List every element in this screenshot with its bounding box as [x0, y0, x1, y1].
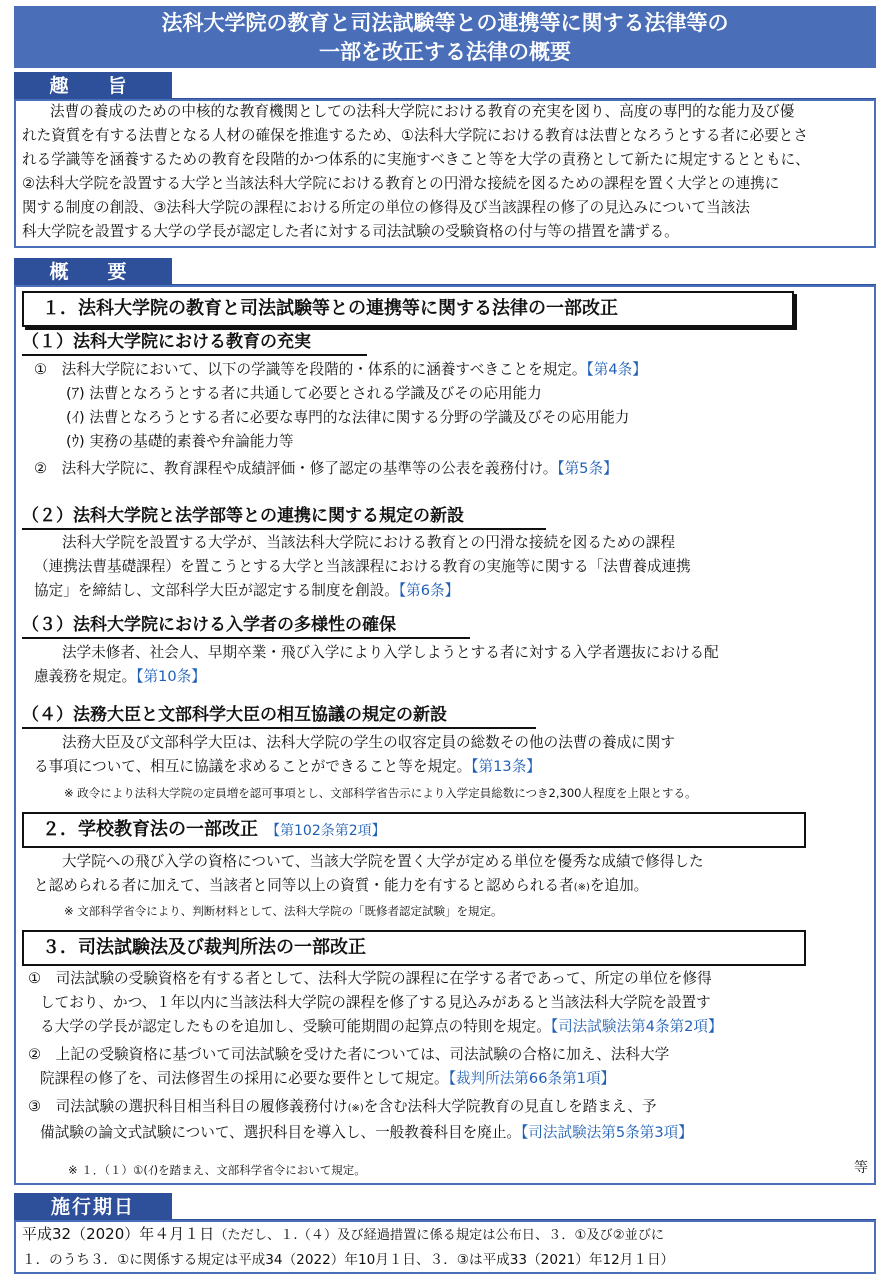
s4-line2-text: る事項について、相互に協議を求めることができること等を規定。 [34, 758, 472, 775]
s1-item2-text: ② 法科大学院に、教育課程や成績評価・修了認定の基準等の公表を義務付け。 [34, 460, 558, 477]
part2-body [34, 850, 874, 900]
s1-heading: （１）法科大学院における教育の充実 [22, 330, 367, 356]
purpose-label: 趣 旨 [14, 72, 172, 100]
effective-date: 平成32（2020）年４月１日 [22, 1225, 215, 1243]
purpose-line: 科大学院を設置する大学の学長が認定した者に対する司法試験の受験資格の付与等の措置を講ずる。 [22, 223, 679, 240]
part2-line2-end: を追加。 [589, 877, 649, 894]
p3-item3-line1 [28, 1095, 874, 1121]
part2-line2-text: と認められる者に加えて、当該者と同等以上の資質・能力を有すると認められる者 [34, 877, 574, 894]
part3-body [28, 967, 874, 1145]
p3-item3-ref: 【司法試験法第5条第3項】 [521, 1124, 693, 1141]
s1-item1 [34, 358, 874, 382]
s4-body [34, 731, 874, 779]
part2-line1: 大学院への飛び入学の資格について、当該大学院を置く大学が定める単位を優秀な成績で修得した [62, 853, 704, 870]
s3-ref: 【第10条】 [136, 668, 206, 685]
title-line-2: 一部を改正する法律の概要 [319, 40, 571, 64]
part2-heading [22, 812, 806, 848]
s1-sub-a: (ｱ) 法曹となろうとする者に共通して必要とされる学識及びその応用能力 [66, 385, 542, 402]
p3-item2-line1: ② 上記の受験資格に基づいて司法試験を受けた者については、司法試験の合格に加え、法科大学 [28, 1046, 670, 1063]
overview-label: 概 要 [14, 258, 172, 286]
p3-item1-ref: 【司法試験法第4条第2項】 [550, 1018, 723, 1035]
s4-ref: 【第13条】 [471, 758, 541, 775]
s1-sub-c: (ｳ) 実務の基礎的素養や弁論能力等 [66, 433, 294, 450]
p3-item1-line2: しており、かつ、１年以内に当該法科大学院の課程を修了する見込みがあると当該法科大学院を設置す [40, 994, 711, 1011]
s4-line2 [34, 755, 874, 779]
s1-body [34, 358, 874, 481]
purpose-line: 法曹の養成のための中核的な教育機関としての法科大学院における教育の充実を図り、高度の専門的な能力及び優 [50, 103, 795, 120]
s2-ref: 【第6条】 [398, 582, 460, 599]
s4-note: ※ 政令により法科大学院の定員増を認可事項とし、文部科学省告示により入学定員総数につき2,300人程度を上限とする。 [64, 786, 697, 800]
s3-heading: （３）法科大学院における入学者の多様性の確保 [22, 613, 470, 639]
s3-body [34, 641, 874, 689]
p3-item1-line1: ① 司法試験の受験資格を有する者として、法科大学院の課程に在学する者であって、所定の単位を修得 [28, 970, 712, 987]
p3-item3-line1a: ③ 司法試験の選択科目相当科目の履修義務付け [28, 1098, 348, 1115]
s2-body [34, 531, 874, 603]
p3-item2-line2 [28, 1067, 874, 1091]
s4-heading: （４）法務大臣と文部科学大臣の相互協議の規定の新設 [22, 703, 536, 729]
part2-heading-text: ２．学校教育法の一部改正 [42, 819, 258, 840]
purpose-line: れる学識等を涵養するための教育を段階的かつ体系的に実施すべきこと等を大学の責務として新たに規定するとともに、 [22, 151, 810, 168]
effective-line2: １．のうち３．①に関係する規定は平成34（2022）年10月１日、３．③は平成33（2021）年12月１日） [22, 1252, 675, 1268]
p3-item2-ref: 【裁判所法第66条第1項】 [448, 1070, 616, 1087]
effective-line1 [22, 1222, 872, 1248]
p3-item3-line2-text: 備試験の論文式試験について、選択科目を導入し、一般教養科目を廃止。 [40, 1124, 522, 1141]
part2-ref: 【第102条第2項】 [266, 823, 386, 839]
purpose-line: ②法科大学院を設置する大学と当該法科大学院における教育との円滑な接続を図るための課程を置く大学との連携に [22, 175, 780, 192]
p3-item1-line3-text: る大学の学長が認定したものを追加し、受験可能期間の起算点の特則を規定。 [40, 1018, 551, 1035]
part3-etc: 等 [854, 1160, 868, 1176]
s1-sub-b: (ｲ) 法曹となろうとする者に必要な専門的な法律に関する分野の学識及びその応用能力 [66, 409, 630, 426]
s2-line2: （連携法曹基礎課程）を置こうとする大学と当該課程における教育の実施等に関する「法曹養成連携 [34, 558, 691, 575]
s3-line2 [34, 665, 874, 689]
s1-item1-ref: 【第4条】 [586, 361, 647, 378]
p3-item2-line2-text: 院課程の修了を、司法修習生の採用に必要な要件として規定。 [40, 1070, 449, 1087]
purpose-text [22, 100, 872, 244]
p3-item1-line3 [28, 1015, 874, 1039]
s1-item1-text: ① 法科大学院において、以下の学識等を段階的・体系的に涵養すべきことを規定。 [34, 361, 587, 378]
s2-line3 [34, 579, 874, 603]
s3-line1: 法学未修者、社会人、早期卒業・飛び入学により入学しようとする者に対する入学者選抜における配 [62, 644, 719, 661]
s1-item2 [34, 457, 874, 481]
part2-line2 [34, 874, 874, 900]
title-line-1: 法科大学院の教育と司法試験等との連携等に関する法律等の [161, 11, 729, 35]
s1-item2-ref: 【第5条】 [557, 460, 618, 477]
part2-mark: (※) [573, 882, 590, 893]
s2-heading: （２）法科大学院と法学部等との連携に関する規定の新設 [22, 504, 546, 530]
s3-line2-text: 慮義務を規定。 [34, 668, 137, 685]
part3-note: ※ １．（１）①(ｲ)を踏まえ、文部科学省令において規定。 [68, 1163, 366, 1177]
s2-line1: 法科大学院を設置する大学が、当該法科大学院における教育との円滑な接続を図るための課程 [62, 534, 675, 551]
p3-item3-line1b: を含む法科大学院教育の見直しを踏まえ、予 [363, 1098, 657, 1115]
s4-line1: 法務大臣及び文部科学大臣は、法科大学院の学生の収容定員の総数その他の法曹の養成に関す [62, 734, 675, 751]
p3-item3-mark: (※) [347, 1103, 364, 1114]
s2-line3-text: 協定」を締結し、文部科学大臣が認定する制度を創設。 [34, 582, 399, 599]
p3-item3-line2 [28, 1121, 874, 1145]
document-title [14, 6, 876, 68]
part3-heading: ３．司法試験法及び裁判所法の一部改正 [22, 930, 806, 966]
part2-note: ※ 文部科学省令により、判断材料として、法科大学院の「既修者認定試験」を規定。 [64, 904, 503, 918]
effective-exception-1: （ただし、１.（４）及び経過措置に係る規定は公布日、３．①及び②並びに [214, 1228, 665, 1243]
part1-heading: １．法科大学院の教育と司法試験等との連携等に関する法律の一部改正 [22, 291, 794, 327]
purpose-line: 関する制度の創設、③法科大学院の課程における所定の単位の修得及び当該課程の修了の見込みについて当該法 [22, 199, 750, 216]
effective-label: 施行期日 [14, 1193, 172, 1221]
effective-body [22, 1222, 872, 1272]
purpose-line: れた資質を有する法曹となる人材の確保を推進するため、①法科大学院における教育は法曹となろうとする者に必要とさ [22, 127, 808, 144]
